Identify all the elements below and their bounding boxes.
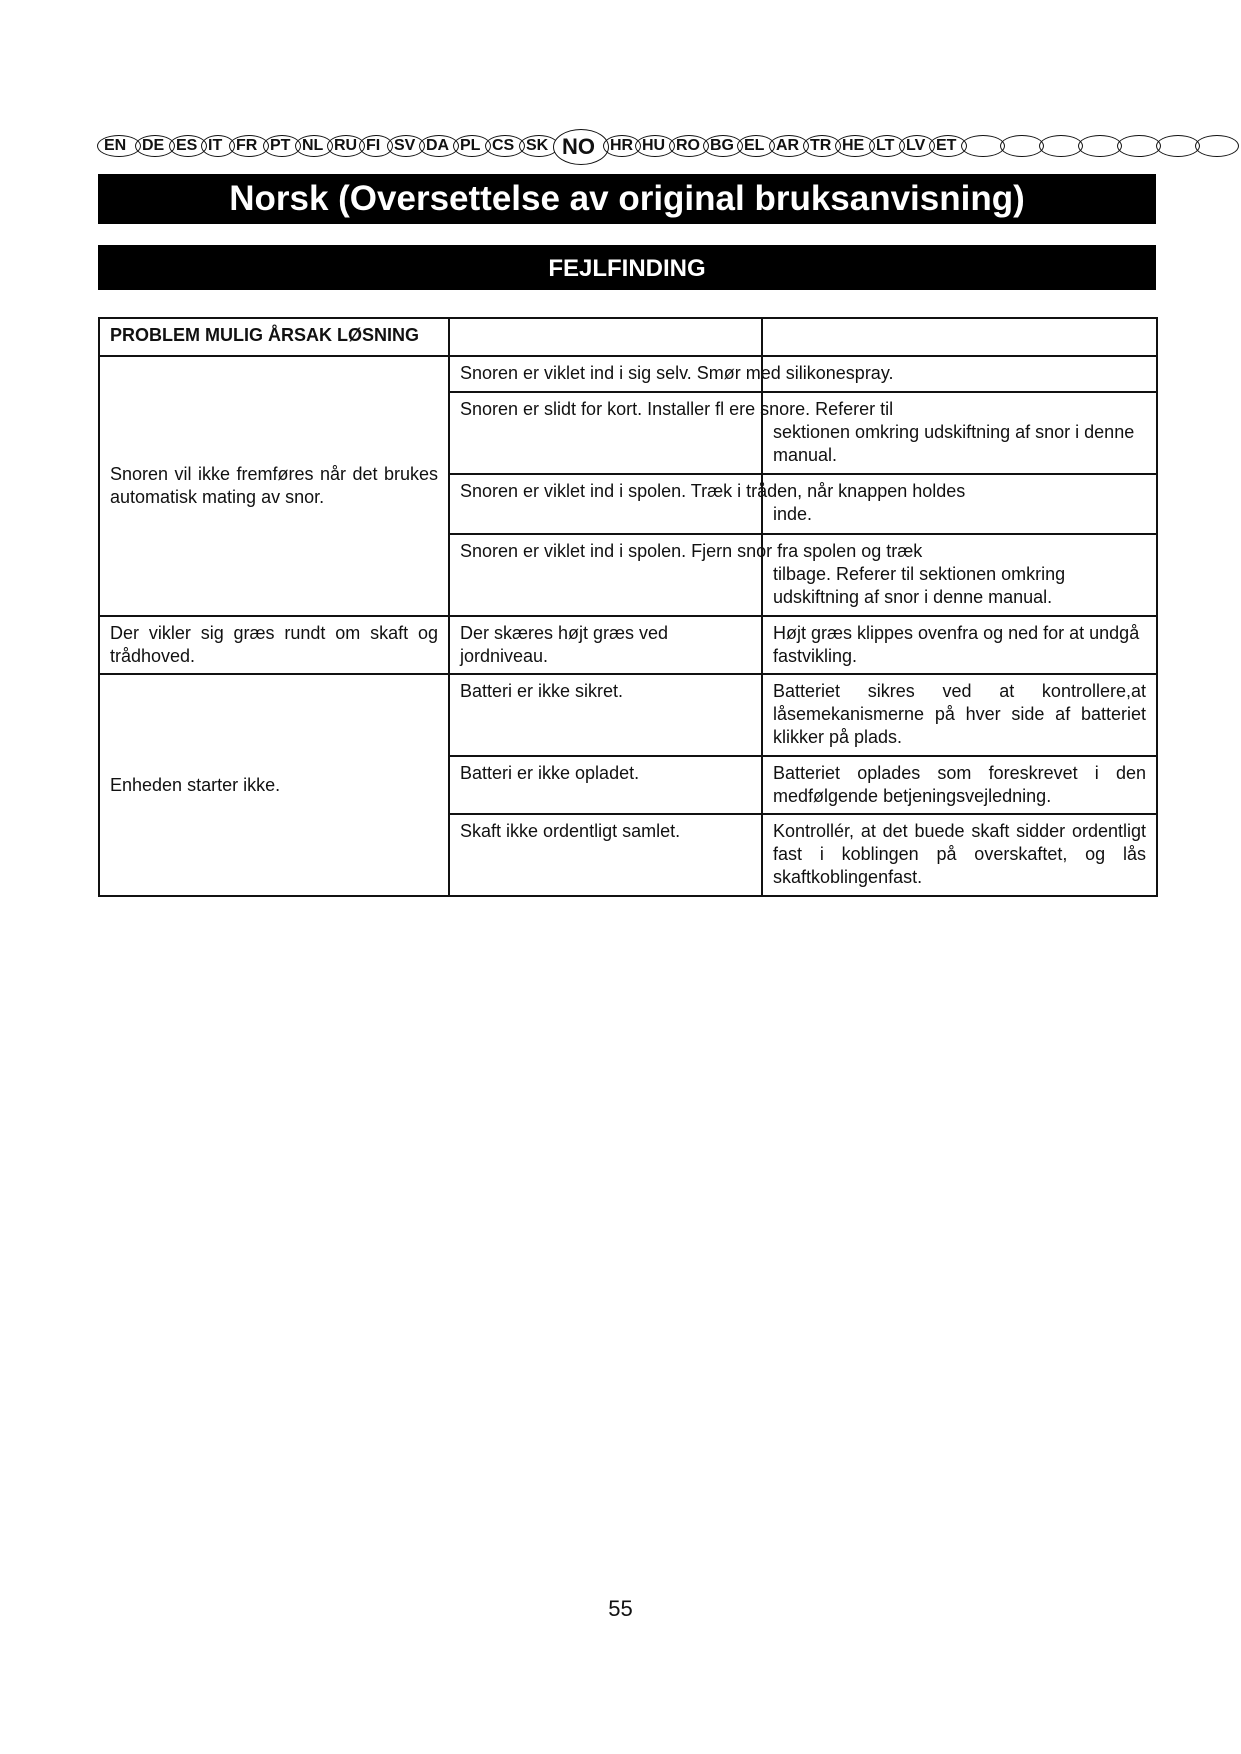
language-tab-he: HE (835, 135, 875, 157)
solution-cell: sektionen omkring udskiftning af snor i denne manual. (762, 392, 1157, 474)
cause-text: Batteri er ikke opladet. (460, 763, 640, 783)
language-tab-empty (1078, 135, 1122, 157)
cause-text: Snoren er viklet ind i spolen. Fjern snor fra spolen og træk (460, 541, 923, 561)
language-tab-empty (1195, 135, 1239, 157)
language-tab-empty (1000, 135, 1044, 157)
cause-text: Snoren er viklet ind i spolen. Træk i tråden, når knappen holdes (460, 481, 966, 501)
cause-cell (449, 674, 762, 756)
problem-cell: Der vikler sig græs rundt om skaft og trådhoved. (99, 616, 449, 674)
language-tab-pt: PT (263, 135, 301, 157)
language-tab-sk: SK (519, 135, 559, 157)
cause-cell (449, 356, 894, 392)
language-tab-lv: LV (899, 135, 935, 157)
language-tab-lt: LT (869, 135, 905, 157)
solution-cell: Højt græs klippes ovenfra og ned for at undgå fastvikling. (762, 616, 1157, 674)
language-tab-nl: NL (295, 135, 333, 157)
table-header (99, 318, 449, 356)
language-tab-hu: HU (635, 135, 675, 157)
language-tab-cs: CS (485, 135, 525, 157)
cause-text: Snoren er viklet ind i sig selv. Smør med silikonespray. (460, 363, 894, 383)
problem-cell: Snoren vil ikke fremføres når det brukes automatisk mating av snor. (99, 356, 449, 616)
language-tab-de: DE (135, 135, 175, 157)
table-header-empty (449, 318, 762, 356)
language-tab-ro: RO (669, 135, 709, 157)
cause-text: Der skæres højt græs ved jordniveau. (460, 623, 669, 666)
language-tab-tr: TR (803, 135, 841, 157)
language-tab-et: ET (929, 135, 967, 157)
language-tab-empty (1039, 135, 1083, 157)
table-header-row (99, 318, 1157, 356)
cause-cell (449, 616, 762, 674)
solution-cell: Kontrollér, at det buede skaft sidder ordentligt fast i koblingen på overskaftet, og lås skaftkoblingenfast. (762, 814, 1157, 896)
language-tab-el: EL (737, 135, 775, 157)
language-tab-fi: FI (359, 135, 393, 157)
language-strip (97, 132, 1155, 162)
language-tab-hr: HR (603, 135, 641, 157)
language-tab-sv: SV (387, 135, 425, 157)
language-tab-no: NO (553, 129, 609, 165)
language-tab-empty (1117, 135, 1161, 157)
troubleshooting-table (98, 317, 1158, 897)
solution-cell: Batteriet sikres ved at kontrollere,at låsemekanismerne på hver side af batteriet klikker på plads. (762, 674, 1157, 756)
language-tab-fr: FR (229, 135, 269, 157)
language-tab-empty (961, 135, 1005, 157)
language-tab-ar: AR (769, 135, 809, 157)
table-row (99, 616, 1157, 674)
problem-cell: Enheden starter ikke. (99, 674, 449, 896)
table-body (99, 356, 1157, 896)
language-tab-empty (1156, 135, 1200, 157)
table-header-text: PROBLEM MULIG ÅRSAK LØSNING (110, 325, 419, 345)
language-tab-en: EN (97, 135, 141, 157)
section-title: FEJLFINDING (98, 245, 1156, 290)
language-tab-da: DA (419, 135, 459, 157)
language-tab-bg: BG (703, 135, 743, 157)
cause-cell (449, 756, 762, 814)
cause-cell (449, 392, 894, 474)
language-tab-ru: RU (327, 135, 365, 157)
language-tab-es: ES (169, 135, 207, 157)
table-row (99, 674, 1157, 756)
solution-cell: tilbage. Referer til sektionen omkring udskiftning af snor i denne manual. (762, 534, 1157, 616)
table-row (99, 356, 1157, 392)
language-tab-pl: PL (453, 135, 491, 157)
language-tab-it: IT (201, 135, 235, 157)
solution-cell: Batteriet oplades som foreskrevet i den medfølgende betjeningsvejledning. (762, 756, 1157, 814)
solution-cell: inde. (762, 474, 1157, 534)
cause-text: Snoren er slidt for kort. Installer fl ere snore. Referer til (460, 399, 894, 419)
cause-text: Skaft ikke ordentligt samlet. (460, 821, 681, 841)
page-title: Norsk (Oversettelse av original bruksanvisning) (98, 174, 1156, 224)
table-header-empty (762, 318, 1157, 356)
cause-text: Batteri er ikke sikret. (460, 681, 624, 701)
cause-cell (449, 814, 762, 896)
page-number: 55 (608, 1596, 633, 1621)
